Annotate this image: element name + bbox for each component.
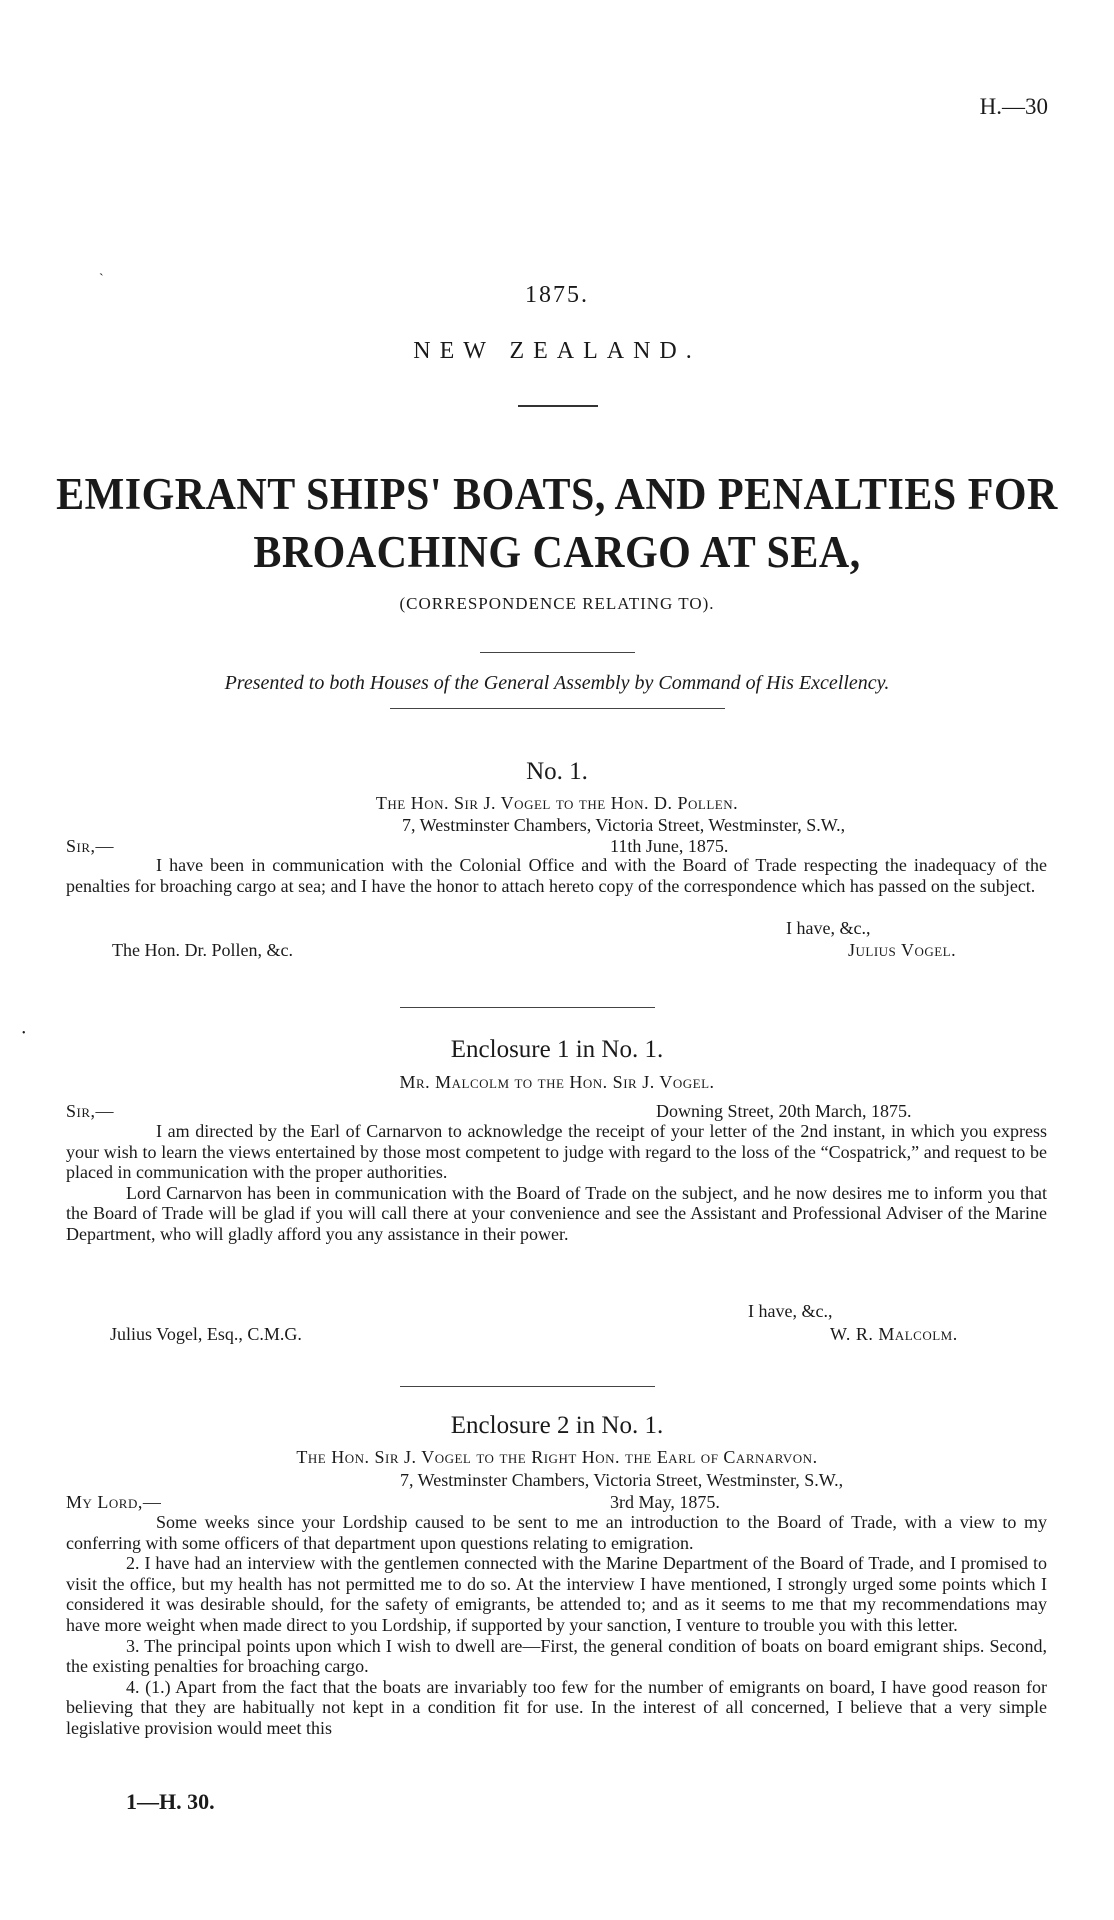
document-country: NEW ZEALAND. (413, 338, 701, 364)
paragraph: Lord Carnarvon has been in communication with the Board of Trade on the subject, and he now desires me to inform you that the Board of Trade will be glad if you will call there at your convenience and see the Assistant and Professional Adviser of the Marine Department, who will gladly afford you any assistance in their power. (66, 1182, 1047, 1244)
letter-salutation: Sir,— (66, 1101, 115, 1121)
title-line-1: EMIGRANT SHIPS' BOATS, AND PENALTIES FOR (56, 470, 1058, 520)
stray-mark: ` (99, 272, 104, 287)
paragraph: 2. I have had an interview with the gentlemen connected with the Marine Department of the Board of Trade, and I promised to visit the office, but my health has not permitted me to do so. At the interview I have mentioned, I strongly urged some points which I considered it was desirable should, for the safety of emigrants, be attended to; and as it seems to me that my recommendations may have more weight when made direct to you Lordship, if supported by your sanction, I venture to trouble you with this letter. (66, 1553, 1047, 1635)
paragraph: Some weeks since your Lordship caused to be sent to me an introduction to the Board of Trade, with a view to my conferring with some officers of that department upon questions relating to emigration. (66, 1512, 1047, 1553)
letter-from-to: Mr. Malcolm to the Hon. Sir J. Vogel. (399, 1072, 715, 1092)
paragraph: I have been in communication with the Colonial Office and with the Board of Trade respecting the inadequacy of the penalties for broaching cargo at sea; and I have the honor to attach hereto copy of the correspondence which has passed on the subject. (66, 855, 1047, 896)
document-title (0, 466, 1114, 583)
letter-date: 11th June, 1875. (610, 836, 729, 856)
paragraph: 4. (1.) Apart from the fact that the boats are invariably too few for the number of emigrants on board, I have good reason for believing that they are habitually not kept in a condition fit for use. In the interest of all concerned, I believe that a very simple legislative provision would meet this (66, 1676, 1047, 1738)
section-heading-enclosure2: Enclosure 2 in No. 1. (450, 1412, 664, 1439)
letter-address: 7, Westminster Chambers, Victoria Street, Westminster, S.W., (400, 1470, 844, 1490)
paragraph: I am directed by the Earl of Carnarvon to acknowledge the receipt of your letter of the 2nd instant, in which you express your wish to learn the views entertained by those most competent to judge with regard to the loss of the “Cospatrick,” and request to be placed in communication with the proper authorities. (66, 1121, 1047, 1183)
document-subtitle: (CORRESPONDENCE RELATING TO). (399, 594, 715, 613)
letter-signature: W. R. Malcolm. (830, 1324, 958, 1344)
letter-date: 3rd May, 1875. (610, 1492, 720, 1512)
divider-rule (400, 1007, 655, 1008)
letter-address: Downing Street, 20th March, 1875. (656, 1101, 912, 1121)
letter-from-to: The Hon. Sir J. Vogel to the Right Hon. the Earl of Carnarvon. (296, 1447, 818, 1467)
letter-salutation: My Lord,— (66, 1492, 162, 1512)
section-heading-enclosure1: Enclosure 1 in No. 1. (450, 1036, 664, 1063)
stray-dot: • (22, 1028, 26, 1039)
divider-rule (400, 1386, 655, 1387)
letter-body (66, 855, 1047, 896)
section-heading-no1: No. 1. (526, 758, 588, 785)
title-line-2: BROACHING CARGO AT SEA, (253, 528, 861, 578)
presentation-line: Presented to both Houses of the General Assembly by Command of His Excellency. (224, 672, 890, 694)
letter-address: 7, Westminster Chambers, Victoria Street, Westminster, S.W., (402, 815, 846, 835)
divider-rule (480, 652, 635, 653)
letter-signature: Julius Vogel. (848, 940, 957, 960)
letter-salutation: Sir,— (66, 836, 115, 856)
letter-body (66, 1512, 1047, 1739)
sheet-number: 1—H. 30. (126, 1789, 215, 1814)
paragraph: 3. The principal points upon which I wish to dwell are—First, the general condition of boats on board emigrant ships. Second, the existing penalties for broaching cargo. (66, 1635, 1047, 1677)
letter-closing: I have, &c., (748, 1301, 833, 1321)
divider-rule (390, 708, 725, 709)
letter-recipient: Julius Vogel, Esq., C.M.G. (110, 1324, 302, 1344)
letter-from-to: The Hon. Sir J. Vogel to the Hon. D. Pollen. (375, 793, 739, 813)
letter-recipient: The Hon. Dr. Pollen, &c. (112, 940, 293, 960)
page-identifier: H.—30 (979, 94, 1048, 119)
letter-closing: I have, &c., (786, 918, 871, 938)
divider-rule (518, 405, 598, 407)
document-year: 1875. (525, 282, 589, 308)
letter-body (66, 1121, 1047, 1245)
